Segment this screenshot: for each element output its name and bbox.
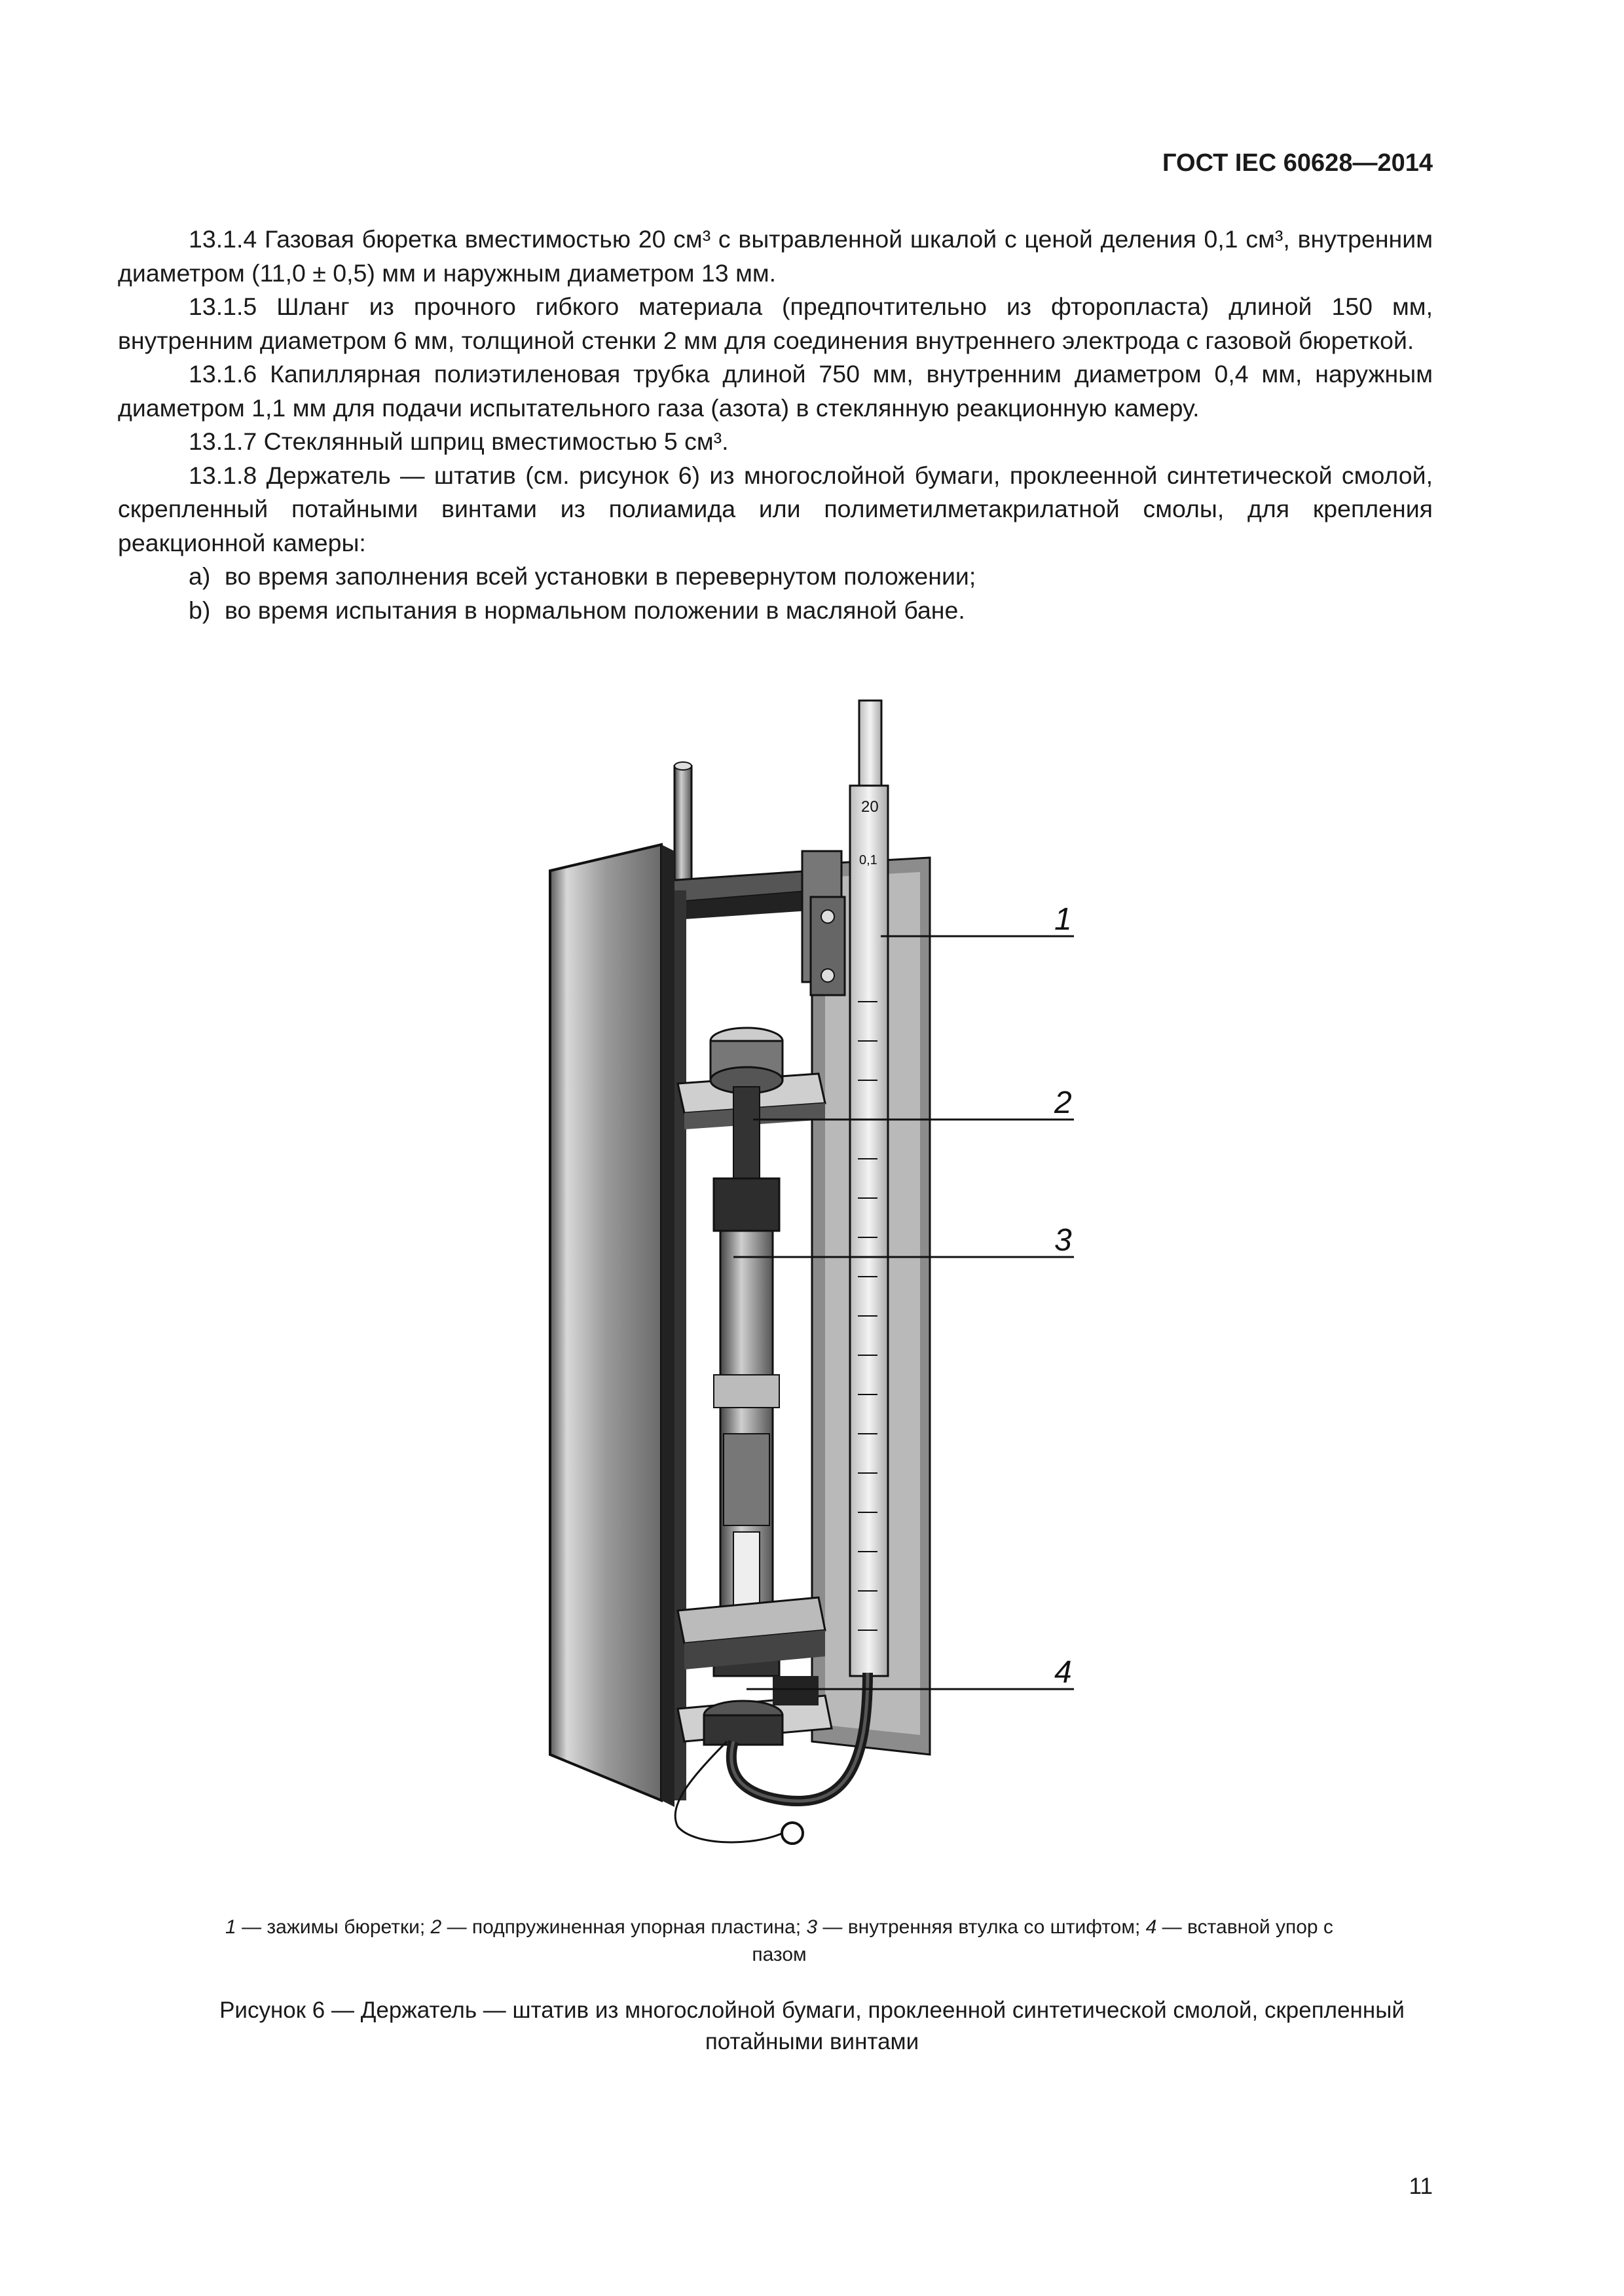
callout-3: 3 bbox=[1054, 1223, 1072, 1258]
ground-wire bbox=[675, 1741, 803, 1844]
callout-2: 2 bbox=[1054, 1085, 1072, 1120]
top-rod bbox=[674, 762, 692, 897]
legend-text: — подпружиненная упорная пластина; bbox=[441, 1916, 807, 1938]
gas-burette bbox=[850, 701, 888, 1676]
lower-crossbar bbox=[678, 1597, 825, 1669]
callout-4: 4 bbox=[1054, 1655, 1072, 1690]
legend-num: 1 bbox=[225, 1916, 236, 1938]
front-panel-left bbox=[550, 845, 674, 1807]
list-marker: a) bbox=[189, 562, 211, 590]
burette-clamp bbox=[811, 897, 845, 995]
burette-label-division: 0,1 bbox=[859, 853, 877, 867]
paragraph-13-1-5: 13.1.5 Шланг из прочного гибкого материала (предпочтительно из фторопласта) длиной 150 мм, внутренним диаметром 6 мм, толщиной стенки 2 мм для соединения внутреннего электрода с газовой бюреткой. bbox=[118, 293, 1433, 354]
document-header: ГОСТ IEC 60628—2014 bbox=[1162, 149, 1433, 177]
list-item-text: во время заполнения всей установки в перевернутом положении; bbox=[225, 562, 976, 590]
list-item-b bbox=[118, 594, 1433, 628]
figure-legend bbox=[196, 1914, 1362, 1969]
figure-holder-stand bbox=[537, 694, 1087, 1872]
paragraph-13-1-8: 13.1.8 Держатель — штатив (см. рисунок 6) из многослойной бумаги, проклеенной синтетической смолой, скрепленный потайными винтами из полиамида или полиметилметакрилатной смолы, для крепления реакционной камеры: bbox=[118, 461, 1433, 556]
body-text bbox=[118, 223, 1433, 627]
legend-text: — внутренняя втулка со штифтом; bbox=[817, 1916, 1146, 1938]
paragraph-13-1-7: 13.1.7 Стеклянный шприц вместимостью 5 см³. bbox=[189, 428, 729, 455]
list-item-a bbox=[118, 560, 1433, 594]
insert-stop bbox=[678, 1676, 832, 1745]
legend-num: 2 bbox=[430, 1916, 442, 1938]
figure-caption: Рисунок 6 — Держатель — штатив из многослойной бумаги, проклеенной синтетической смолой, скрепленный потайными винтами bbox=[219, 1997, 1405, 2054]
legend-num: 4 bbox=[1145, 1916, 1157, 1938]
paragraph-13-1-6: 13.1.6 Капиллярная полиэтиленовая трубка длиной 750 мм, внутренним диаметром 0,4 мм, наружным диаметром 1,1 мм для подачи испытательного газа (азота) в стеклянную реакционную камеру. bbox=[118, 360, 1433, 422]
burette-label-capacity: 20 bbox=[861, 798, 879, 816]
legend-text: — вставной упор с пазом bbox=[752, 1916, 1333, 1965]
legend-text: — зажимы бюретки; bbox=[236, 1916, 431, 1938]
callout-1: 1 bbox=[1054, 902, 1072, 937]
list-marker: b) bbox=[189, 596, 211, 624]
paragraph-13-1-4: 13.1.4 Газовая бюретка вместимостью 20 см³ с вытравленной шкалой с ценой деления 0,1 см³, внутренним диаметром (11,0 ± 0,5) мм и наружным диаметром 13 мм. bbox=[118, 225, 1433, 287]
legend-num: 3 bbox=[806, 1916, 818, 1938]
page-number: 11 bbox=[1409, 2174, 1433, 2199]
list-item-text: во время испытания в нормальном положении в масляной бане. bbox=[225, 596, 965, 624]
holder-stand-illustration bbox=[537, 694, 1087, 1872]
